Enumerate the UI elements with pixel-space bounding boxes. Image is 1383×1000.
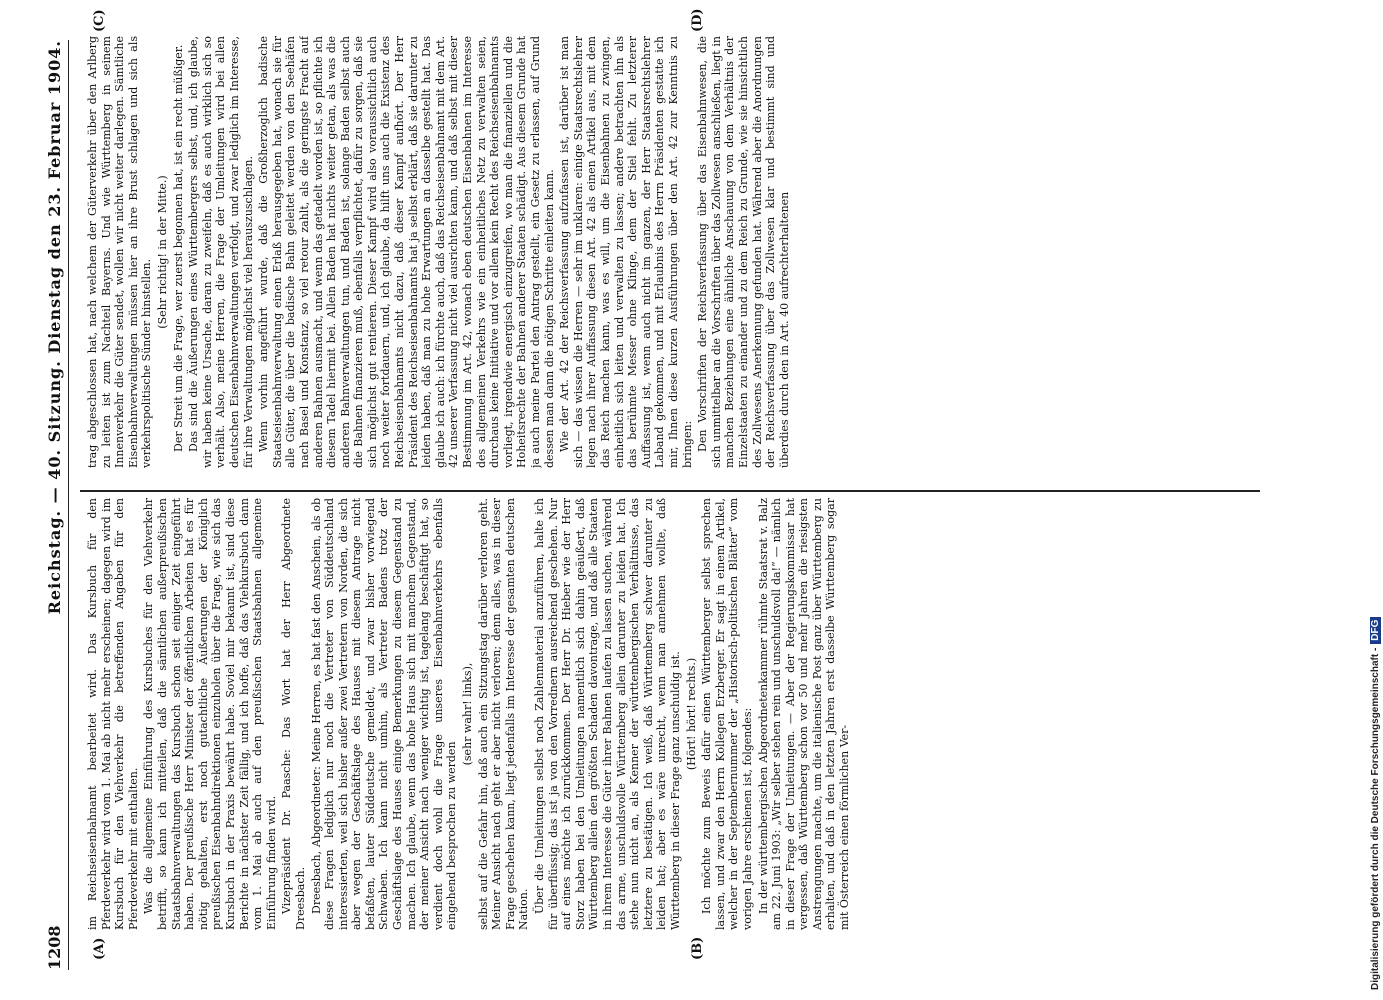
- column-divider: [80, 491, 1260, 493]
- paragraph: Was die allgemeine Einführung des Kursbuches für den Viehverkehr betrifft, so kann ich mitteilen, daß die sämtlichen außerpreußischen Staatsbahnverwaltungen das Kursbuch schon seit einiger Zeit eingeführt haben. Der preußische Herr Minister der öffentlichen Arbeiten hat es für nötig gehalten, erst noch gutachtliche Äußerungen der Königlich preußischen Eisenbahndirektionen einzuholen über die Frage, wie sich das Kursbuch in der Praxis bewährt habe. Soviel mir bekannt ist, sind diese Berichte in nächster Zeit fällig, und ich hoffe, daß das Viehkursbuch dann vom 1. Mai ab auch auf den preußischen Staatsbahnen allgemeine Einführung finden wird.: [142, 498, 278, 930]
- page-number: 1208: [44, 925, 64, 970]
- interjection: (Sehr richtig! in der Mitte.): [155, 175, 169, 329]
- interjection: (sehr wahr! links),: [461, 662, 475, 766]
- interjection: (Hört! hört! rechts.): [684, 657, 698, 771]
- paragraph: Das sind die Äußerungen eines Württembergers selbst, und, ich glaube, wir haben keine Ursache, daran zu zweifeln, daß es auch wirklich sich so verhält. Also, meine Herren, die Frage der Umleitungen wird bei allen deutschen Eisenbahnverwaltungen verfolgt, und zwar lediglich im Interesse, für ihre Verwaltungen möglichst viel herauszuschlagen.: [187, 36, 255, 468]
- paragraph: Wie der Art. 42 der Reichsverfassung aufzufassen ist, darüber ist man sich — das wissen die Herren — sehr im unklaren: einige Staatsrechtslehrer legen nach ihrer Auffassung diesen Art. 42 als einen Artikel aus, mit dem das Reich machen kann, was es will, um die Eisenbahnen zu zwingen, einheitlich sich leiten und verwalten zu lassen; andere betrachten ihn als das berühmte Messer ohne Klinge, dem der Stiel fehlt. Zu letzterer Auffassung ist, wenn auch nicht im ganzen, der Herr Staatsrechtslehrer Laband gekommen, und mit Erlaubnis des Herrn Präsidenten gestatte ich mir, Ihnen diese kurzen Ausführungen über den Art. 42 zur Kenntnis zu bringen:: [558, 36, 694, 468]
- session-title: Reichstag. — 40. Sitzung. Dienstag den 23. Februar 1904.: [44, 40, 64, 615]
- page-header: [40, 40, 69, 970]
- margin-mark-a: (A): [92, 937, 107, 960]
- right-column: [86, 36, 1251, 468]
- paragraph: Dreesbach, Abgeordneter: Meine Herren, es hat fast den Anschein, als ob diese Fragen lediglich nur noch die Vertreter von Süddeutschland interessierten, weil sich bisher außer zwei Vertretern von Norden, die sich aber wegen der Geschäftslage des Hauses mit diesem Antrage nicht befaßten, lauter Süddeutsche gemeldet, und zwar bisher vorwiegend Schwaben. Ich kann nicht umhin, als Vertreter Badens trotz der Geschäftslage des Hauses einige Bemerkungen zu diesem Gegenstand zu machen. Ich glaube, wenn das hohe Haus sich mit manchem Gegenstand, der meiner Ansicht nach weniger wichtig ist, tagelang beschäftigt hat, so verdient doch wohl die Frage unseres Eisenbahnverkehrs ebenfalls eingehend besprochen zu werden: [309, 498, 459, 930]
- credit-text: Digitalisierung gefördert durch die Deutsche Forschungsgemeinschaft -: [1370, 647, 1381, 990]
- quotation: In der württembergischen Abgeordnetenkammer rühmte Staatsrat v. Balz am 22. Juni 1903: „Wir selber stehen rein und unschuldsvoll da!“ — nämlich in dieser Frage der Umleitungen. — Aber der Regierungskommissar hat vergessen, daß Württemberg schon vor 50 und mehr Jahren die riesigsten Anstrengungen machte, um die italienische Post ganz über Württemberg zu erhalten, und daß in den letzten Jahren erst dasselbe Württemberg sogar mit Österreich einen förmlichen Ver-: [756, 498, 852, 930]
- paragraph: Vizepräsident Dr. Paasche: Das Wort hat der Herr Abgeordnete Dreesbach.: [280, 498, 307, 930]
- paragraph: Wenn vorhin angeführt wurde, daß die Großherzoglich badische Staatseisenbahnverwaltung einen Erlaß herausgegeben hat, wonach sie für alle Güter, die über die badische Bahn geleitet werden von den Seehäfen nach Basel und Konstanz, so viel retour zahlt, als die geringste Fracht auf anderen Bahnen ausmacht, und wenn das getadelt worden ist, so pflichte ich diesem Tadel hiermit bei. Allein Baden hat nichts weiter getan, als was die anderen Bahnverwaltungen tun, und Baden ist, solange Baden selbst auch die Bahnen finanzieren muß, ebenfalls verpflichtet, dafür zu sorgen, daß sie sich möglichst gut rentieren. Dieser Kampf wird also voraussichtlich auch noch weiter fortdauern, und, ich glaube, da hilft uns auch die Existenz des Reichseisenbahnamts nicht dazu, daß dieser Kampf aufhört. Der Herr Präsident des Reichseisenbahnamts hat ja selbst erklärt, daß sie darunter zu leiden haben, daß man zu hohe Erwartungen an dasselbe gestellt hat. Das glaube ich auch: ich fürchte auch, daß das Reichseisenbahnamt mit dem Art. 42 unserer Verfassung nicht viel ausrichten kann, und daß selbst mit dieser Bestimmung im Art. 42, wonach eben deutschen Eisenbahnen im Interesse des allgemeinen Verkehrs wie ein einheitliches Netz zu verwalten seien, durchaus keine Initiative und vor allem kein Recht des Reichseisenbahnamts vorliegt, irgendwie energisch einzugreifen, wo man die finanziellen und die Hoheitsrechte der Bahnen anderer Staaten schädigt. Aus diesem Grunde hat ja auch meine Partei den Antrag gestellt, ein Gesetz zu erlassen, auf Grund dessen man dann die nötigen Schritte einleiten kann.: [257, 36, 556, 468]
- margin-mark-c: (C): [92, 9, 107, 32]
- paragraph: trag abgeschlossen hat, nach welchem der Güterverkehr über den Arlberg zu leiten ist zum Nachteil Bayerns. Und wie Württemberg in seinem Innenverkehr die Güter sendet, wollen wir nicht weiter darlegen. Sämtliche Eisenbahnverwaltungen müssen hier an ihre Brust schlagen und sich als verkehrspolitische Sünder hinstellen.: [86, 36, 154, 468]
- paragraph: Über die Umleitungen selbst noch Zahlenmaterial anzuführen, halte ich für überflüssig; das ist ja von den Vorrednern ausreichend geschehen. Nur auf eines möchte ich zurückkommen. Der Herr Dr. Hieber wie der Herr Storz haben bei den Umleitungen namentlich sich dahin geäußert, daß Württemberg allein den größten Schaden davontrage, und daß alle Staaten in ihrem Interesse die Güter ihrer Bahnen laufen zu lassen suchen, während das arme, unschuldsvolle Württemberg allein darunter zu leiden hat. Ich stehe nun nicht an, als Kenner der württembergischen Verhältnisse, das letztere zu bestätigen. Ich weiß, daß Württemberg schwer darunter zu leiden hat; aber es wäre unrecht, wenn man annehmen wollte, daß Württemberg in dieser Frage ganz unschuldig ist.: [533, 498, 682, 930]
- paragraph: Ich möchte zum Beweis dafür einen Württemberger selbst sprechen lassen, und zwar den Herrn Kollegen Erzberger. Er sagt in einem Artikel, welcher in der Septembernummer der „Historisch-politischen Blätter“ vom vorigen Jahre erschienen ist, folgendes:: [700, 498, 754, 930]
- quotation: Den Vorschriften der Reichsverfassung über das Eisenbahnwesen, die sich unmittelbar an die Vorschriften über das Zollwesen anschließen, liegt in manchen Beziehungen eine ähnliche Anschauung von dem Verhältnis der Einzelstaaten zu einander und zu dem Reich zu Grunde, wie sie hinsichtlich des Zollwesens Anerkennung gefunden hat. Während aber die Anordnungen der Reichsverfassung über das Zollwesen klar und bestimmt sind und überdies durch den in Art. 40 aufrechterhaltenen: [696, 36, 791, 468]
- paragraph: im Reichseisenbahnamt bearbeitet wird. Das Kursbuch für den Pferdeverkehr wird vom 1. Mai ab nicht mehr erscheinen; dagegen wird im Kursbuch für den Viehverkehr die betreffenden Angaben für den Pferdeverkehr mit enthalten.: [86, 498, 140, 930]
- paragraph: selbst auf die Gefahr hin, daß auch ein Sitzungstag darüber verloren geht. Meiner Ansicht nach geht er aber nicht verloren; denn alles, was in dieser Frage geschehen kann, liegt jedenfalls im Interesse der gesamten deutschen Nation.: [476, 498, 531, 930]
- dfg-logo: DFG: [1370, 617, 1381, 644]
- margin-mark-d: (D): [690, 8, 705, 32]
- left-column: [86, 498, 1251, 930]
- paragraph: Der Streit um die Frage, wer zuerst begonnen hat, ist ein recht müßiger.: [171, 44, 185, 452]
- margin-mark-b: (B): [690, 936, 705, 960]
- digitization-credit: [1370, 617, 1381, 990]
